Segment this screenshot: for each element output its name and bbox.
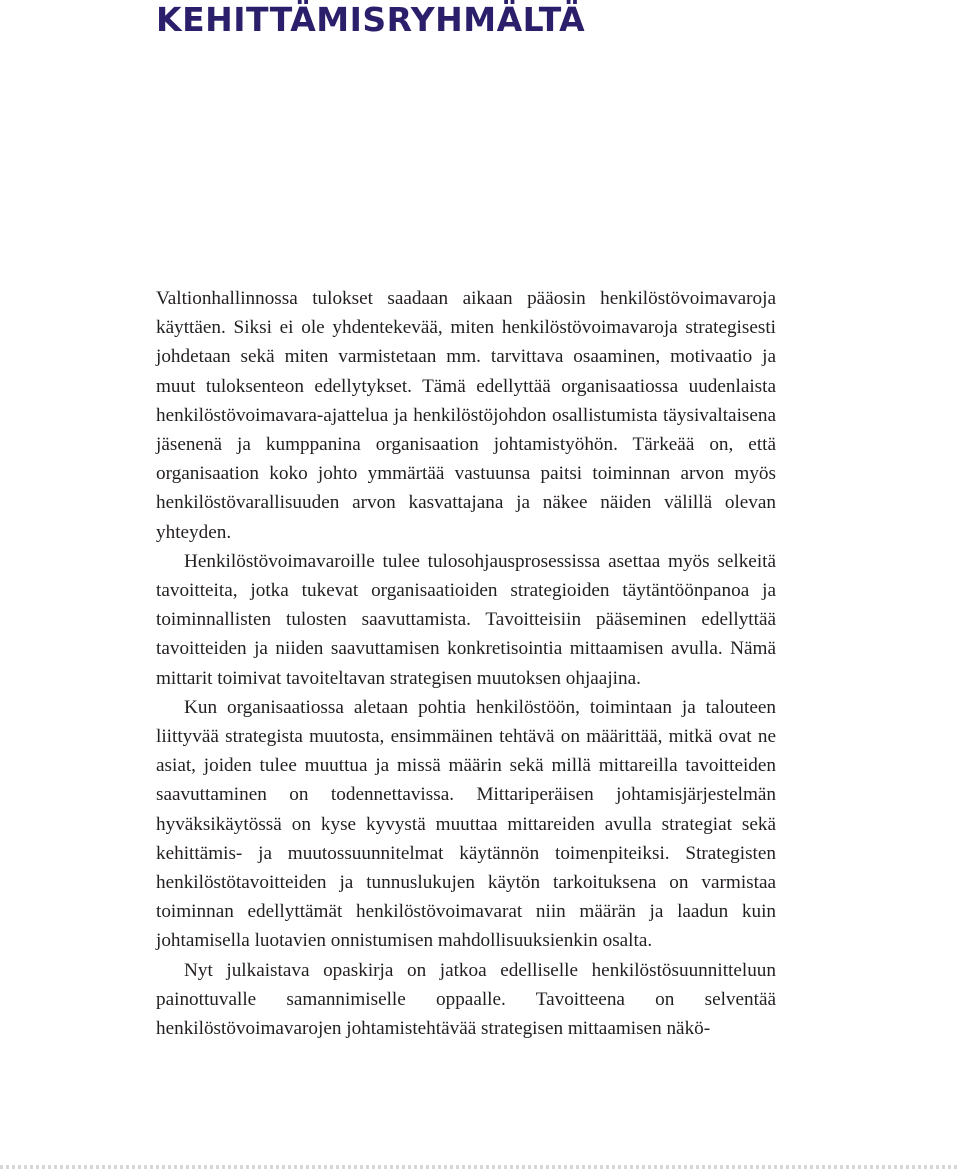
page-title: KEHITTÄMISRYHMÄLTÄ: [156, 0, 586, 39]
body-text: [156, 284, 776, 1043]
paragraph-1: Valtionhallinnossa tulokset saadaan aikaan pääosin henkilöstövoimavaroja käyttäen. Siksi ei ole yhdentekevää, miten henkilöstövoimavaroja strategisesti johdetaan sekä miten varmistetaan mm. tarvittava osaaminen, motivaatio ja muut tuloksenteon edellytykset. Tämä edellyttää organisaatiossa uudenlaista henkilöstövoimavara-ajattelua ja henkilöstöjohdon osallistumista täysivaltaisena jäsenenä ja kumppanina organisaation johtamistyöhön. Tärkeää on, että organisaation koko johto ymmärtää vastuunsa paitsi toiminnan arvon myös henkilöstövarallisuuden arvon kasvattajana ja näkee näiden välillä olevan yhteyden.: [156, 288, 776, 543]
paragraph-2: Henkilöstövoimavaroille tulee tulosohjausprosessissa asettaa myös selkeitä tavoitteita, jotka tukevat organisaatioiden strategioiden täytäntöönpanoa ja toiminnallisten tulosten saavuttamista. Tavoitteisiin pääseminen edellyttää tavoitteiden ja niiden saavuttamisen konkretisointia mittaamisen avulla. Nämä mittarit toimivat tavoiteltavan strategisen muutoksen ohjaajina.: [156, 550, 776, 689]
paragraph-4: Nyt julkaistava opaskirja on jatkoa edelliselle henkilöstösuunnitteluun painottuvalle samannimiselle oppaalle. Tavoitteena on selventää henkilöstövoimavarojen johtamistehtävää strategisen mittaamisen näkö-: [156, 959, 776, 1040]
bottom-dotted-rule: [0, 1165, 960, 1169]
paragraph-3: Kun organisaatiossa aletaan pohtia henkilöstöön, toimintaan ja talouteen liittyvää strategista muutosta, ensimmäinen tehtävä on määrittää, mitkä ovat ne asiat, joiden tulee muuttua ja missä määrin sekä millä mittareilla tavoitteiden saavuttaminen on todennettavissa. Mittariperäisen johtamisjärjestelmän hyväksikäytössä on kyse kyvystä muuttaa mittareiden avulla strategiat sekä kehittämis- ja muutossuunnitelmat käytännön toimenpiteiksi. Strategisten henkilöstötavoitteiden ja tunnuslukujen käytön tarkoituksena on varmistaa toiminnan edellyttämät henkilöstövoimavarat niin määrän ja laadun kuin johtamisella luotavien onnistumisen mahdollisuuksienkin osalta.: [156, 696, 776, 952]
